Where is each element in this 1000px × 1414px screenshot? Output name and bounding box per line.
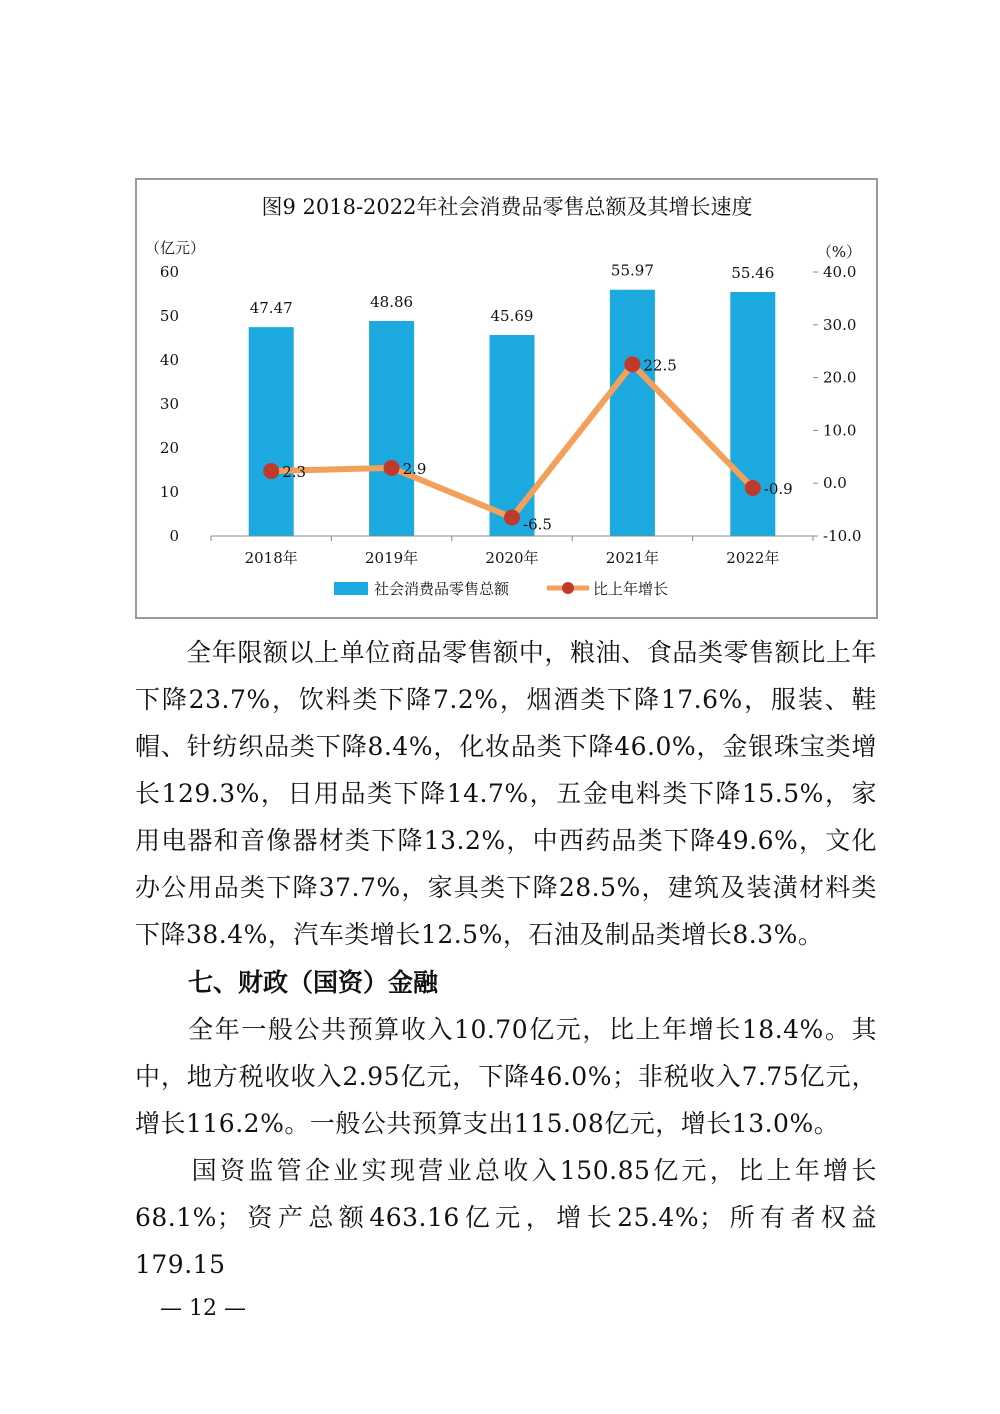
right-tick-label: 40.0 [823, 263, 857, 281]
legend-line-label: 比上年增长 [593, 580, 669, 598]
right-tick-label: 30.0 [823, 315, 857, 334]
left-tick-label: 0 [169, 527, 179, 545]
bar-value-label: 47.47 [249, 299, 293, 318]
left-tick-label: 30 [159, 395, 179, 413]
bar [369, 321, 414, 536]
right-tick-label: -10.0 [823, 527, 862, 545]
x-tick-label: 2022年 [726, 549, 780, 567]
right-tick-label: 10.0 [823, 421, 857, 440]
left-tick-label: 20 [159, 439, 179, 457]
chart-title: 图9 2018-2022年社会消费品零售总额及其增长速度 [261, 195, 753, 219]
right-tick-label: 0.0 [823, 474, 847, 493]
growth-value-label: -6.5 [523, 515, 552, 534]
growth-value-label: 2.9 [402, 459, 427, 478]
bar-value-label: 55.46 [731, 263, 775, 282]
right-axis-unit: （%） [816, 243, 862, 261]
chart-figure [135, 178, 878, 619]
bar [730, 292, 775, 536]
left-tick-label: 40 [159, 351, 179, 369]
x-tick-label: 2018年 [244, 549, 298, 567]
growth-point [263, 463, 279, 479]
page-number: — 12 — [160, 1296, 246, 1321]
bar-value-label: 45.69 [490, 306, 534, 325]
growth-value-label: 2.3 [282, 463, 307, 482]
growth-value-label: -0.9 [763, 479, 793, 498]
combo-chart [137, 180, 878, 619]
growth-point [745, 480, 761, 496]
x-tick-label: 2020年 [485, 549, 539, 567]
legend-bar-label: 社会消费品零售总额 [374, 580, 510, 598]
paragraph-budget: 全年一般公共预算收入10.70亿元，比上年增长18.4%。其中，地方税收收入2.95亿元，下降46.0%；非税收入7.75亿元，增长116.2%。一般公共预算支出115.08亿元，增长13.0%。 [135, 1015, 877, 1138]
left-tick-label: 60 [159, 263, 179, 281]
growth-point [504, 510, 520, 526]
growth-value-label: 22.5 [643, 356, 677, 375]
growth-point [384, 460, 400, 476]
bar-value-label: 55.97 [610, 261, 654, 280]
legend-bar-swatch [334, 582, 368, 595]
x-tick-label: 2019年 [365, 549, 419, 567]
x-tick-label: 2021年 [605, 549, 659, 567]
bar [249, 327, 294, 536]
left-axis-unit: （亿元） [144, 239, 206, 257]
bar [610, 290, 655, 536]
left-tick-label: 10 [159, 483, 179, 501]
growth-point [624, 356, 640, 372]
legend-line-marker [562, 582, 574, 594]
paragraph-retail-categories: 全年限额以上单位商品零售额中，粮油、食品类零售额比上年下降23.7%，饮料类下降7.2%，烟酒类下降17.6%，服装、鞋帽、针纺织品类下降8.4%，化妆品类下降46.0%，金银珠宝类增长129.3%，日用品类下降14.7%，五金电料类下降15.5%，家用电器和音像器材类下降13.2%，中西药品类下降49.6%，文化办公用品类下降37.7%，家具类下降28.5%，建筑及装潢材料类下降38.4%，汽车类增长12.5%，石油及制品类增长8.3%。 [135, 638, 877, 949]
bar-value-label: 48.86 [370, 293, 414, 312]
paragraph-state-assets: 国资监管企业实现营业总收入150.85亿元，比上年增长68.1%；资产总额463.16亿元，增长25.4%；所有者权益179.15 [135, 1156, 877, 1279]
right-tick-label: 20.0 [823, 368, 857, 387]
bar [490, 335, 535, 536]
section-heading: 七、财政（国资）金融 [188, 968, 439, 997]
left-tick-label: 50 [159, 307, 179, 325]
